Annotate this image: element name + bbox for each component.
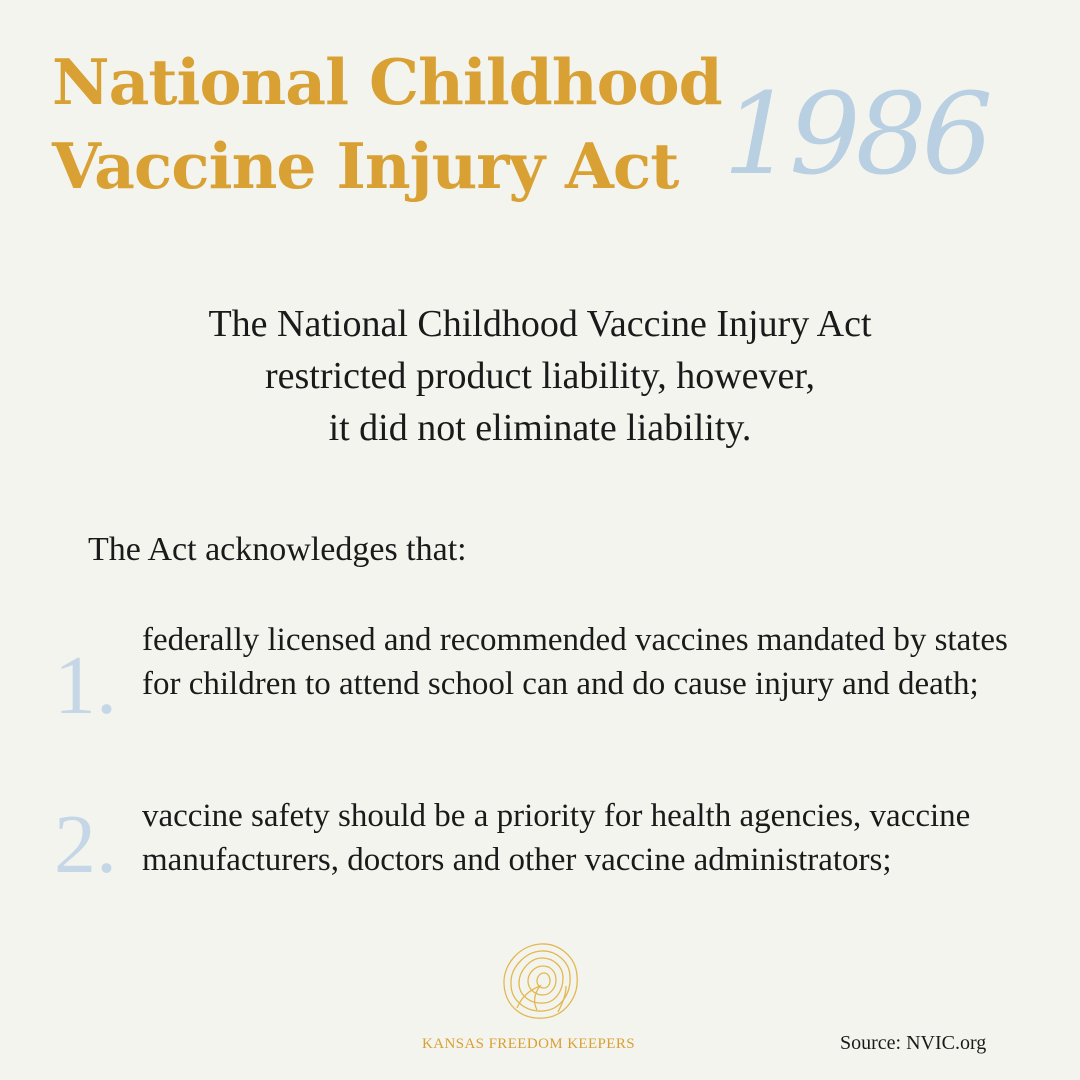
list-number-2: 2. [54,798,117,891]
list-number-1: 1. [54,639,117,732]
sunflower-swirl-icon [500,940,582,1022]
intro-line-1: The National Childhood Vaccine Injury Act [208,303,872,345]
year-text: 1986 [723,70,993,195]
intro-statement [90,298,990,454]
list-item-2: vaccine safety should be a priority for health agencies, vaccine manufacturers, doctors and other vaccine administrators; [142,798,971,878]
intro-line-3: it did not eliminate liability. [328,407,752,449]
brand-name: KANSAS FREEDOM KEEPERS [422,1036,635,1052]
list-item-1: federally licensed and recommended vaccines mandated by states for children to attend school can and do cause injury and death; [142,622,1008,702]
page-title [52,40,722,208]
lead-text: The Act acknowledges that: [88,531,467,568]
title-line-1: National Childhood [52,45,722,119]
year-script [715,55,1015,195]
intro-line-2: restricted product liability, however, [265,355,815,397]
title-line-2: Vaccine Injury Act [52,129,679,203]
source-credit: Source: NVIC.org [840,1032,987,1054]
